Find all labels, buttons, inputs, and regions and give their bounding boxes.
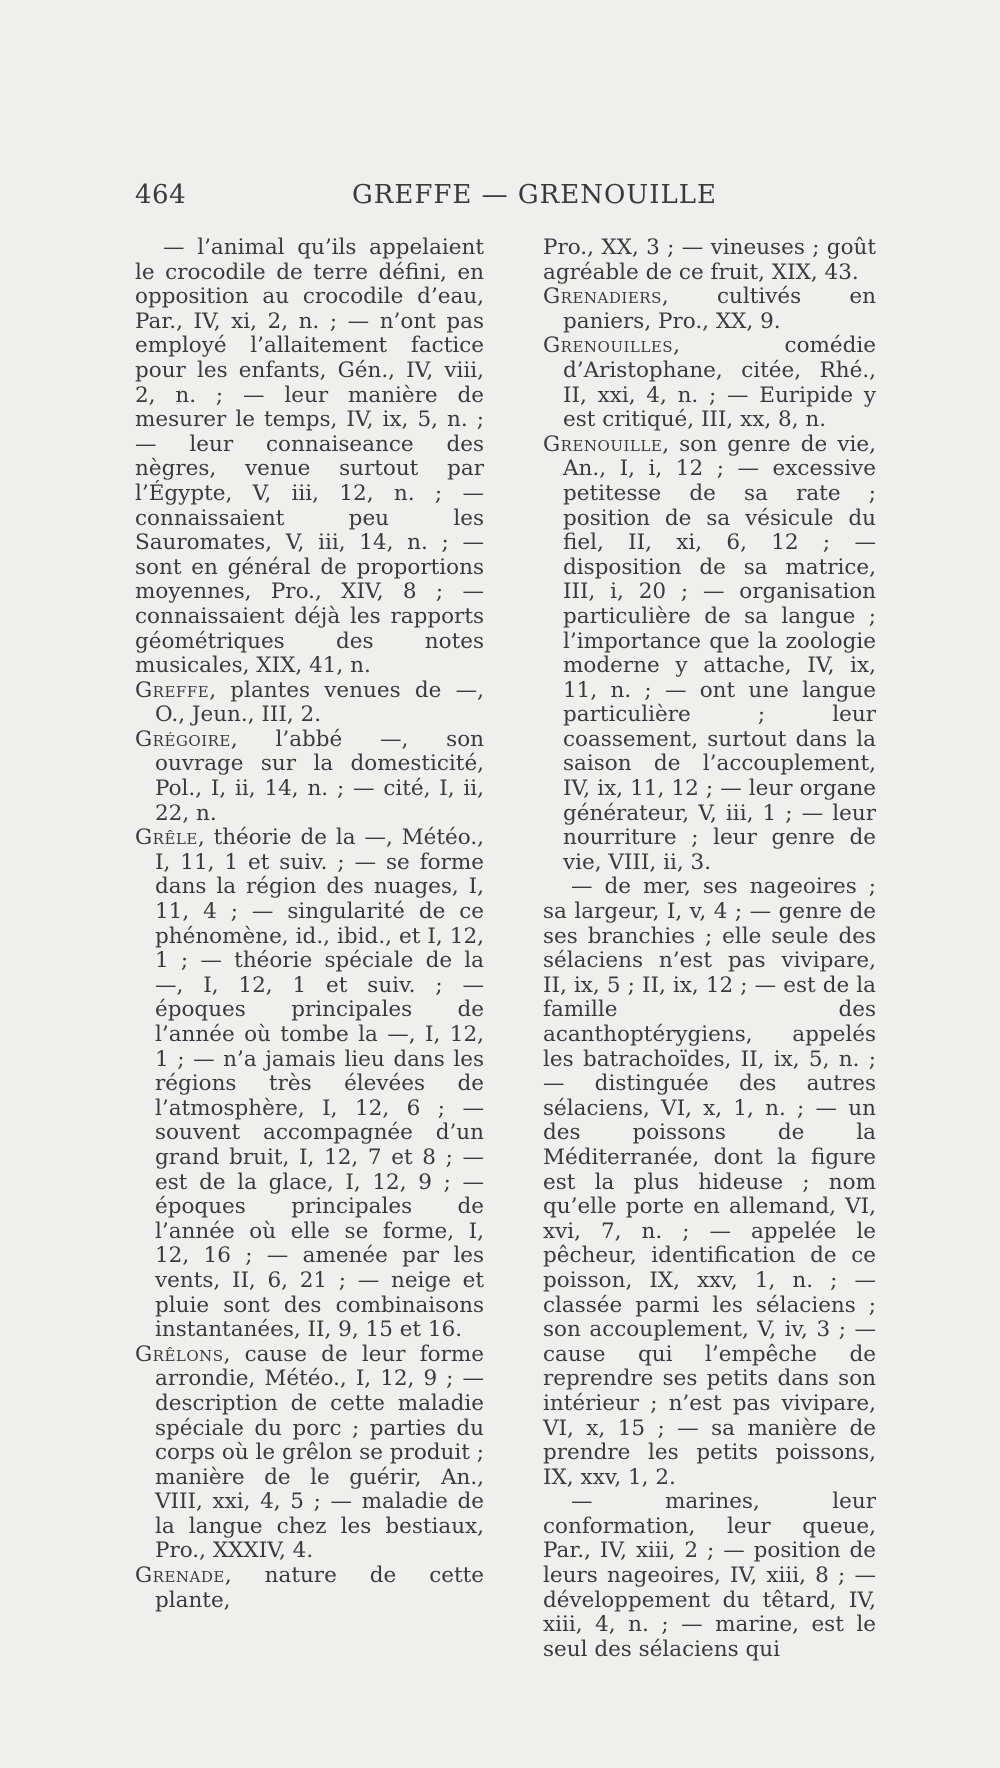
entry-headword: Grenouille: [543, 431, 663, 457]
entry-headword: Greffe: [135, 677, 210, 703]
entry-text: , nature de cette plante,: [155, 1563, 484, 1613]
entry-text: , plantes venues de —, O., Jeun., III, 2.: [155, 677, 484, 728]
entry-text: , l’abbé —, son ouvrage sur la domesticité, Pol., I, ii, 14, n. ; — cité, I, ii, 22, n.: [155, 726, 484, 826]
index-entry-grele: [135, 826, 484, 1342]
index-subentry-marines: [543, 1490, 876, 1662]
index-entry-greffe: [135, 679, 484, 728]
entry-text: , théorie de la —, Météo., I, 11, 1 et suiv. ; — se forme dans la région des nuages, I, 11, 4 ; — singularité de ce phénomène, id., ibid., et I, 12, 1 ; — théorie spéciale de la —, I, 12, 1 et suiv. ; — époques principales de l’année où tombe la —, I, 12, 1 ; — n’a jamais lieu dans les régions très élevées de l’atmosphère, I, 12, 6 ; — souvent accompagnée d’un grand bruit, I, 12, 7 et 8 ; — est de la glace, I, 12, 9 ; — époques principales de l’année où elle se forme, I, 12, 16 ; — amenée par les vents, II, 6, 21 ; — neige et pluie sont des combinaisons instantanées, II, 9, 15 et 16.: [155, 825, 484, 1343]
right-column: [543, 236, 876, 1662]
entry-text: , son genre de vie, An., I, i, 12 ; — excessive petitesse de sa rate ; position de sa vésicule du fiel, II, xi, 6, 12 ; — disposition de sa matrice, III, i, 20 ; — organisation particulière de sa langue ; l’importance que la zoologie moderne y attache, IV, ix, 11, n. ; — ont une langue particulière ; leur coassement, surtout dans la saison de l’accouplement, IV, ix, 11, 12 ; — leur organe générateur, V, iii, 1 ; — leur nourriture ; leur genre de vie, VIII, ii, 3.: [563, 431, 876, 875]
entry-headword: Grenouilles: [543, 333, 674, 359]
index-entry-grelons: [135, 1343, 484, 1564]
entry-text: , cause de leur forme arrondie, Météo., I, 12, 9 ; — description de cette maladie spéciale du porc ; parties du corps où le grêlon se produit ; manière de le guérir, An., VIII, xxi, 4, 5 ; — maladie de la langue chez les bestiaux, Pro., XXXIV, 4.: [155, 1341, 484, 1564]
running-title: GREFFE — GRENOUILLE: [352, 180, 717, 210]
entry-headword: Grenade: [135, 1563, 225, 1589]
entry-headword: Grégoire: [135, 726, 231, 752]
entry-text: Pro., XX, 3 ; — vineuses ; goût agréable de ce fruit, XIX, 43.: [543, 235, 876, 285]
entry-headword: Grêlons: [135, 1341, 224, 1367]
entry-text: , comédie d’Aristophane, citée, Rhé., II, xxi, 4, n. ; — Euripide y est critiqué, III, xx, 8, n.: [563, 333, 876, 433]
page-number: 464: [135, 180, 187, 210]
index-entry-gregoire: [135, 728, 484, 826]
index-entry-grenadiers: [543, 285, 876, 334]
entry-text: — l’animal qu’ils appelaient le crocodile de terre défini, en opposition au crocodile d’eau, Par., IV, xi, 2, n. ; — n’ont pas employé l’allaitement factice pour les enfants, Gén., IV, viii, 2, n. ; — leur manière de mesurer le temps, IV, ix, 5, n. ; — leur connaiseance des nègres, venue surtout par l’Égypte, V, iii, 12, n. ; — connaissaient peu les Sauromates, V, iii, 14, n. ; — sont en général de proportions moyennes, Pro., XIV, 8 ; — connaissaient déjà les rapports géométriques des notes musicales, XIX, 41, n.: [135, 235, 484, 679]
index-entry-grenouille: [543, 433, 876, 876]
entry-text: — de mer, ses nageoires ; sa largeur, I, v, 4 ; — genre de ses branchies ; elle seule des sélaciens n’est pas vivipare, II, ix, 5 ; II, ix, 12 ; — est de la famille des acanthoptérygiens, appelés les batrachoïdes, II, ix, 5, n. ; — distinguée des autres sélaciens, VI, x, 1, n. ; — un des poissons de la Méditerranée, dont la figure est la plus hideuse ; nom qu’elle porte en allemand, VI, xvi, 7, n. ; — appelée le pêcheur, identification de ce poisson, IX, xxv, 1, n. ; — classée parmi les sélaciens ; son accouplement, V, iv, 3 ; — cause qui l’empêche de reprendre ses petits dans son intérieur ; n’est pas vivipare, VI, x, 15 ; — sa manière de prendre les petits poissons, IX, xxv, 1, 2.: [543, 874, 876, 1490]
entry-text: , cultivés en paniers, Pro., XX, 9.: [563, 284, 876, 334]
entry-headword: Grenadiers: [543, 284, 662, 310]
left-column: [135, 236, 484, 1613]
index-entry-grenade: [135, 1564, 484, 1613]
index-entry-grenouilles-comedie: [543, 334, 876, 432]
index-entry-continuation: [543, 236, 876, 285]
index-entry-continuation: [135, 236, 484, 679]
index-subentry-de-mer: [543, 875, 876, 1490]
entry-headword: Grêle: [135, 825, 198, 851]
entry-text: — marines, leur conformation, leur queue, Par., IV, xiii, 2 ; — position de leurs nageoires, IV, xiii, 8 ; — développement du têtard, IV, xiii, 4, n. ; — marine, est le seul des sélaciens qui: [543, 1489, 876, 1662]
page-header: [0, 180, 1000, 220]
